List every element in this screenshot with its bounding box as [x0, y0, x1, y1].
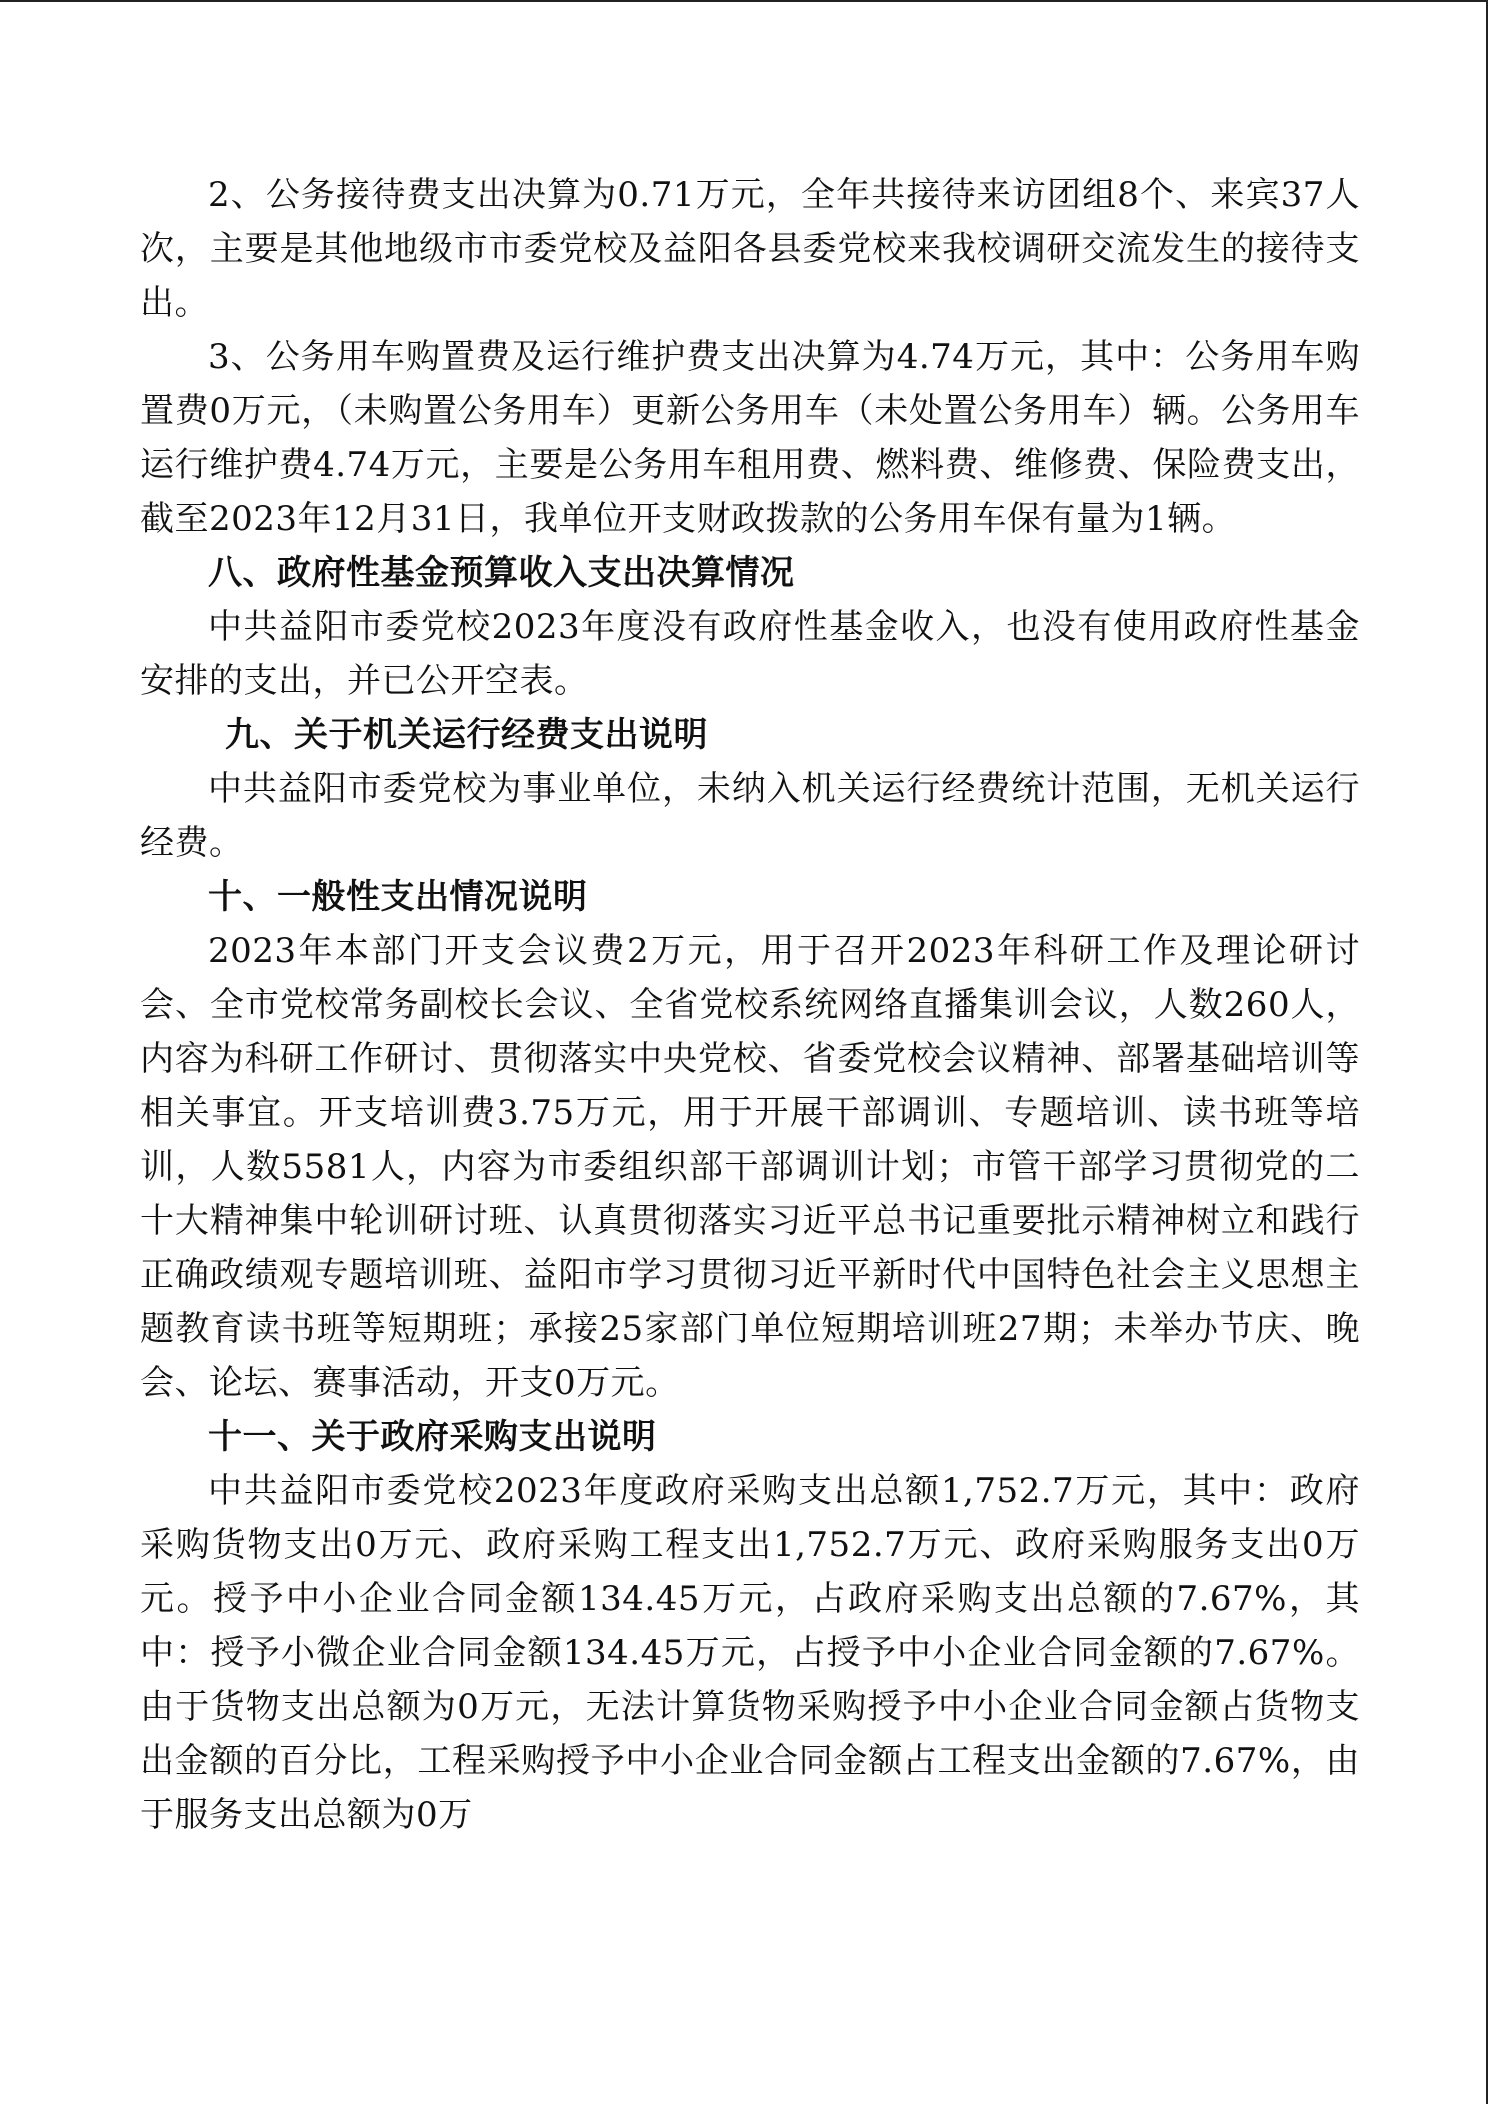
paragraph-vehicle-expense: 3、公务用车购置费及运行维护费支出决算为4.74万元，其中：公务用车购置费0万元，（未购置公务用车）更新公务用车（未处置公务用车）辆。公务用车运行维护费4.74万元，主要是公务用车租用费、燃料费、维修费、保险费支出，截至2023年12月31日，我单位开支财政拨款的公务用车保有量为1辆。 [140, 337, 1360, 539]
section-heading-general-expense: 十、一般性支出情况说明 [208, 877, 588, 917]
section-heading-government-fund: 八、政府性基金预算收入支出决算情况 [208, 553, 795, 593]
section-heading-operating-expense: 九、关于机关运行经费支出说明 [225, 715, 708, 755]
paragraph-general-expense: 2023年本部门开支会议费2万元，用于召开2023年科研工作及理论研讨会、全市党校常务副校长会议、全省党校系统网络直播集训会议，人数260人，内容为科研工作研讨、贯彻落实中央党校、省委党校会议精神、部署基础培训等相关事宜。开支培训费3.75万元，用于开展干部调训、专题培训、读书班等培训，人数5581人，内容为市委组织部干部调训计划；市管干部学习贯彻党的二十大精神集中轮训研讨班、认真贯彻落实习近平总书记重要批示精神树立和践行正确政绩观专题培训班、益阳市学习贯彻习近平新时代中国特色社会主义思想主题教育读书班等短期班；承接25家部门单位短期培训班27期；未举办节庆、晚会、论坛、赛事活动，开支0万元。 [140, 931, 1360, 1403]
document-body [140, 168, 1360, 1842]
paragraph-operating-expense: 中共益阳市委党校为事业单位，未纳入机关运行经费统计范围，无机关运行经费。 [140, 769, 1360, 863]
paragraph-reception-expense: 2、公务接待费支出决算为0.71万元，全年共接待来访团组8个、来宾37人次，主要是其他地级市市委党校及益阳各县委党校来我校调研交流发生的接待支出。 [140, 175, 1360, 323]
paragraph-procurement: 中共益阳市委党校2023年度政府采购支出总额1,752.7万元，其中：政府采购货物支出0万元、政府采购工程支出1,752.7万元、政府采购服务支出0万元。授予中小企业合同金额134.45万元，占政府采购支出总额的7.67%，其中：授予小微企业合同金额134.45万元，占授予中小企业合同金额的7.67%。由于货物支出总额为0万元，无法计算货物采购授予中小企业合同金额占货物支出金额的百分比，工程采购授予中小企业合同金额占工程支出金额的7.67%，由于服务支出总额为0万 [140, 1471, 1360, 1835]
section-heading-procurement: 十一、关于政府采购支出说明 [208, 1417, 657, 1457]
paragraph-government-fund: 中共益阳市委党校2023年度没有政府性基金收入，也没有使用政府性基金安排的支出，并已公开空表。 [140, 607, 1360, 701]
